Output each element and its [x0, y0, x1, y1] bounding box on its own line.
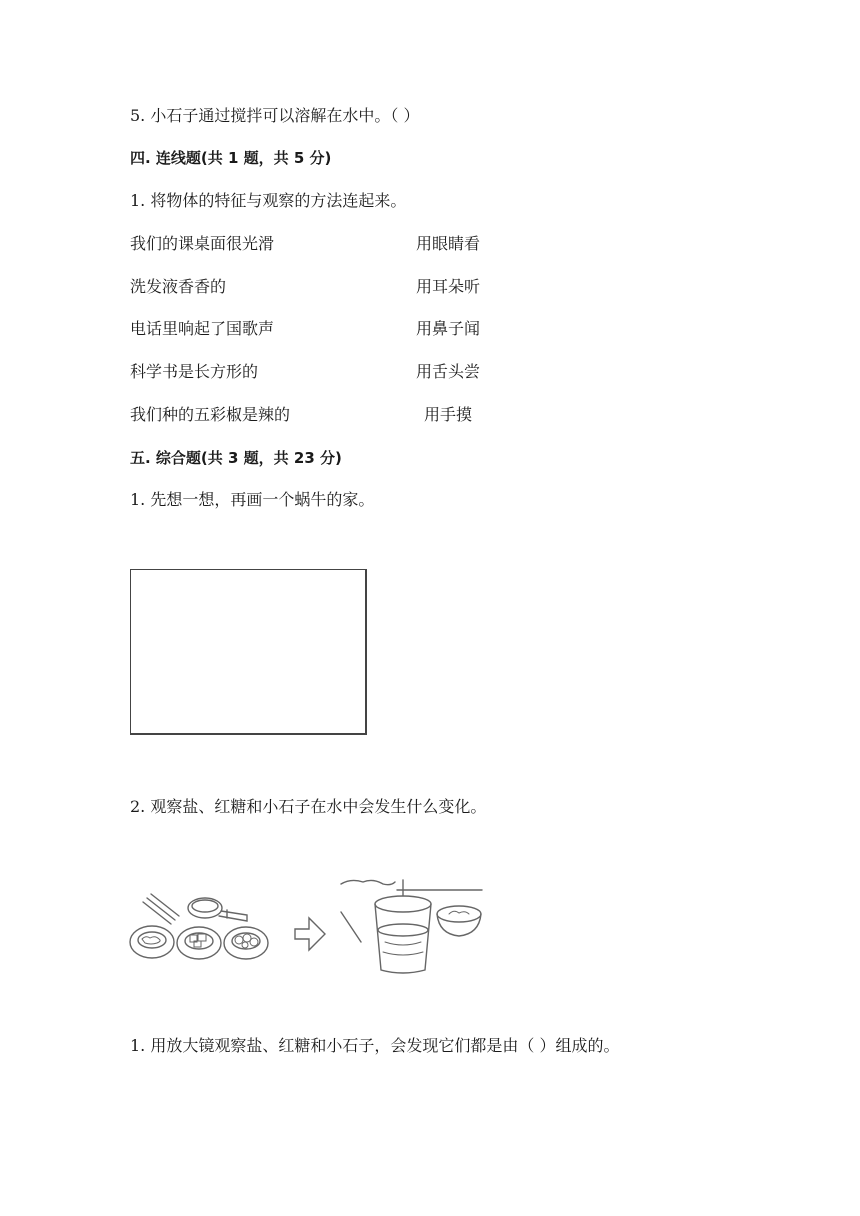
sugar-bowl-icon — [177, 927, 221, 959]
salt-bowl-icon — [130, 926, 174, 958]
composite-question-1: 1. 先想一想，再画一个蜗牛的家。 — [130, 490, 375, 509]
right-item-2: 用耳朵听 — [416, 277, 481, 296]
experiment-illustration — [127, 872, 487, 982]
left-item-2: 洗发液香香的 — [130, 277, 227, 296]
right-item-5: 用手摸 — [424, 405, 473, 424]
right-item-1: 用眼睛看 — [416, 234, 481, 253]
stirring-rod-icon — [341, 912, 361, 942]
section-4-heading: 四. 连线题(共 1 题，共 5 分) — [130, 149, 332, 167]
chopsticks-icon — [143, 894, 179, 924]
drawing-box[interactable] — [130, 569, 367, 735]
left-item-3: 电话里响起了国歌声 — [130, 319, 275, 338]
left-item-1: 我们的课桌面很光滑 — [130, 234, 275, 253]
left-item-4: 科学书是长方形的 — [130, 362, 259, 381]
arrow-right-icon — [295, 918, 325, 950]
hand-icon — [341, 880, 482, 896]
stones-bowl-icon — [224, 927, 268, 959]
question-5: 5. 小石子通过搅拌可以溶解在水中。（ ） — [130, 106, 420, 125]
right-item-3: 用鼻子闻 — [416, 319, 481, 338]
section-5-heading: 五. 综合题(共 3 题，共 23 分) — [130, 449, 342, 467]
magnifying-glass-icon — [188, 898, 247, 921]
water-glass-icon — [375, 896, 431, 973]
matching-question-1: 1. 将物体的特征与观察的方法连起来。 — [130, 191, 407, 210]
small-bowl-icon — [437, 906, 481, 936]
sub-question-1: 1. 用放大镜观察盐、红糖和小石子，会发现它们都是由（ ）组成的。 — [130, 1036, 620, 1055]
right-item-4: 用舌头尝 — [416, 362, 481, 381]
left-item-5: 我们种的五彩椒是辣的 — [130, 405, 291, 424]
composite-question-2: 2. 观察盐、红糖和小石子在水中会发生什么变化。 — [130, 797, 487, 816]
